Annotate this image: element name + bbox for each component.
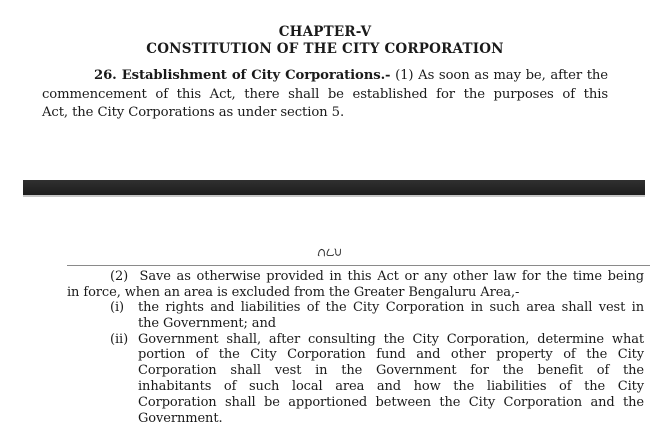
- text-line: Government shall, after consulting the City Corporation, determine what: [138, 331, 644, 347]
- text-line: Corporation shall be apportioned between the City Corporation and the: [138, 394, 644, 410]
- section-26-line1-rest: (1) As soon as may be, after the: [390, 68, 608, 83]
- section-26-bold-lead: 26. Establishment of City Corporations.-: [94, 68, 391, 83]
- list-item-ii: [138, 332, 644, 427]
- page-header-rule: [67, 265, 650, 266]
- text-line: [42, 67, 608, 86]
- text-line: in force, when an area is excluded from the Greater Bengaluru Area,-: [67, 284, 520, 300]
- page-separator-bar: [23, 180, 645, 195]
- list-marker-ii: (ii): [110, 331, 129, 347]
- list-marker-i: (i): [110, 300, 125, 315]
- text-line: Government.: [138, 410, 223, 426]
- text-line: Corporation shall vest in the Government for the benefit of the: [138, 363, 644, 379]
- text-line: the rights and liabilities of the City Corporation in such area shall vest in: [138, 300, 644, 315]
- kannada-page-number-glyphs: [317, 247, 341, 257]
- list-item-i: [138, 300, 644, 332]
- text-line: inhabitants of such local area and how the liabilities of the City: [138, 378, 644, 394]
- text-line: the Government; and: [138, 315, 276, 331]
- page-number: [317, 247, 341, 257]
- text-line: Act, the City Corporations as under section 5.: [42, 105, 345, 121]
- chapter-label: CHAPTER-V: [278, 24, 372, 40]
- section-26-paragraph: [42, 67, 608, 123]
- clause-2-paragraph: [67, 269, 644, 301]
- chapter-heading-block: [42, 24, 608, 58]
- text-line: (2) Save as otherwise provided in this Act or any other law for the time being: [110, 269, 644, 284]
- text-line: commencement of this Act, there shall be established for the purposes of this: [42, 86, 608, 102]
- text-line: portion of the City Corporation fund and other property of the City: [138, 347, 644, 363]
- chapter-title: CONSTITUTION OF THE CITY CORPORATION: [146, 41, 504, 57]
